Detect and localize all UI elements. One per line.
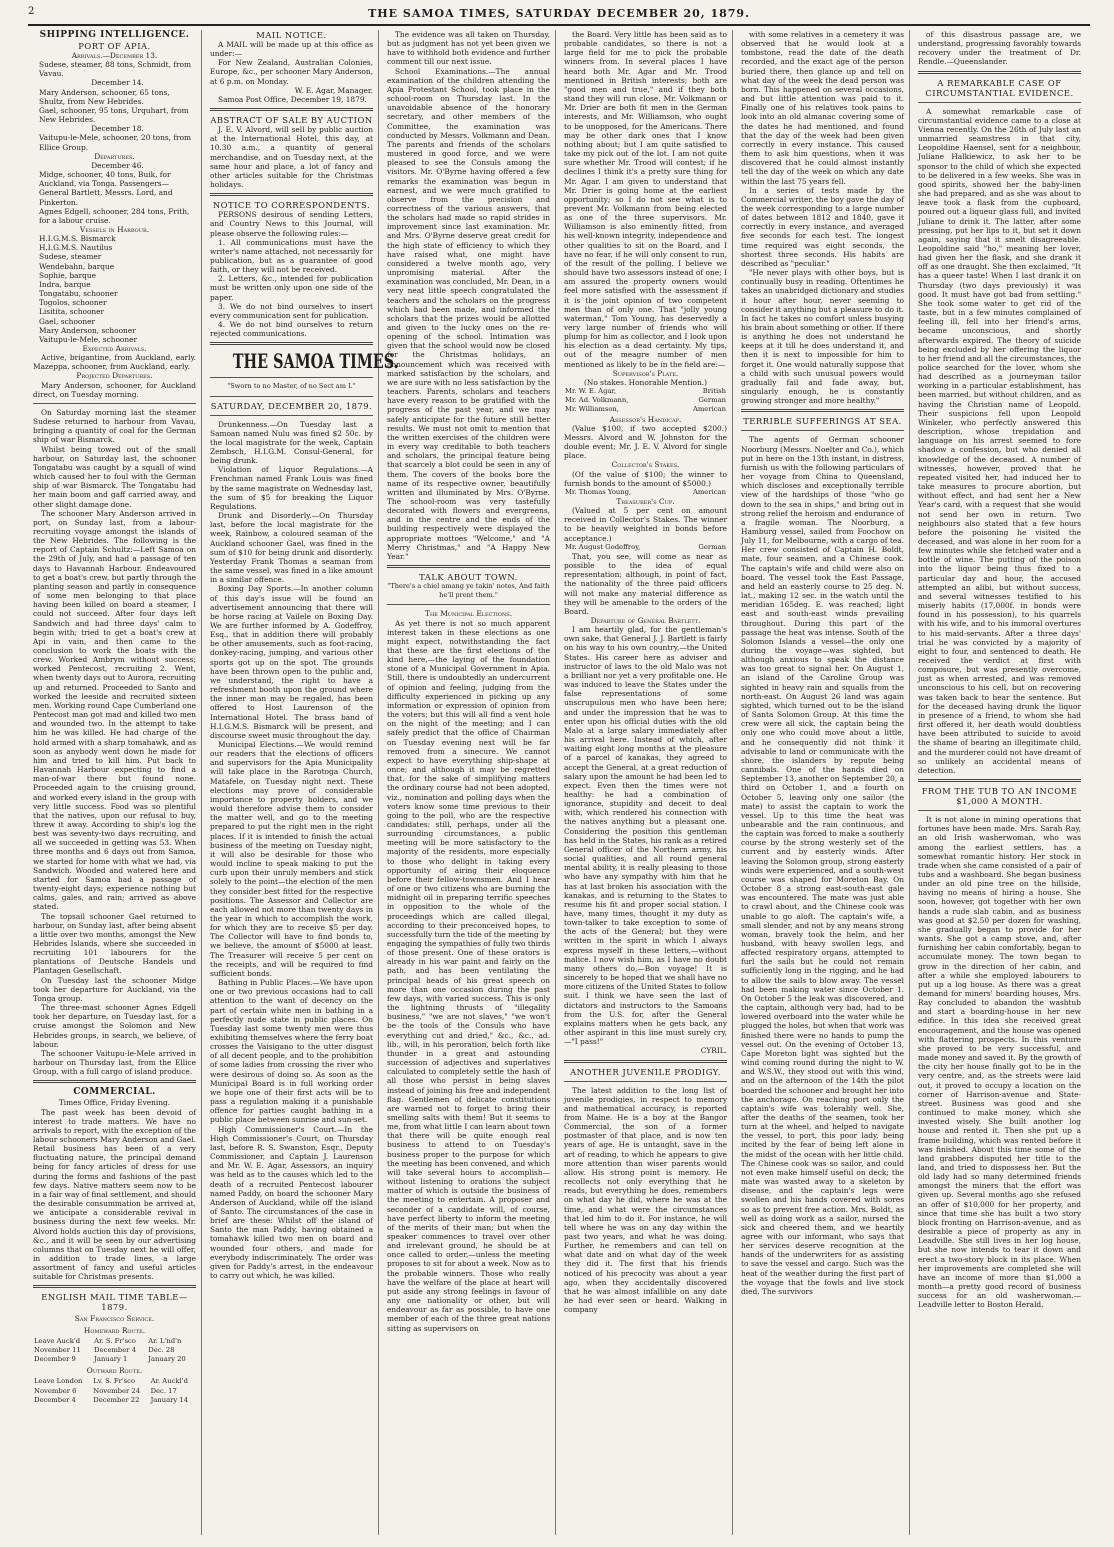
news-paragraph: Municipal Elections.—We would remind our readers that the elections of officers and supervisors for the Apia Municipality will take place in the Rarotoga Church, Matafele, on Tuesday night next. These elections may prove of considerable importance to property holders, and we would therefore advise them to consider the matter well, and go to the meeting prepared to put the right men in the right places. If it is intended to finish the actual business of the meeting on Tuesday night, it will also be desirable for those who would incline to speak making to put the curb upon their unruly members and stick solely to the point—the election of the men they consider best fitted for the respective positions. The Assessor and Collector are each allowed not more than twenty days in the year in which to accomplish the work, for which they are to receive $5 per day. The Collector will have to find bonds to, we believe, the amount of $5000 at least. The Treasurer will receive 5 per cent on the receipts, and will be required to find sufficient bonds.: [210, 740, 373, 978]
news-paragraph: Bathing in Public Places.—We have upon one or two previous occasions had to call attention to the want of decency on the part of certain white men in bathing in a perfectly nude state in public places. On Tuesday last some twenty men were thus exhibiting themselves where the ferry boat crosses the Vaisigano to the utter disgust of all decent people, and to the prohibition of some ladies from crossing the river who were desirous of doing so. As soon as the Municipal Board is in full working order we hope one of their first acts will be to pass a regulation making it a punishable offence for parties caught bathing in a public place between sunrise and sun-set.: [210, 978, 373, 1125]
cup-text: (Valued at 5 per cent on amount received in Collector's Stakes. The winner to be heavily weighted in bonds before acceptance.): [564, 506, 727, 543]
shipping-paragraph: On Saturday morning last the steamer Sudese returned to harbour from Vavau, bringing a quantity of coal for the German ship of war Bismarck.: [33, 407, 196, 445]
list-item: H.I.G.M.S. Bismarck: [39, 234, 116, 244]
talk-paragraph: the Board. Very little has been said as to probable candidates, so there is not a large field for me to pick the probable winners from. In several places I have heard both Mr. Agar and Mr. Trood mentioned in British interests; both are "good men and true," and if they both stand they will run close. Mr. Volkmann or Mr. Drier are both fit men in the German interests, and Mr. Williamson, who ought to be unopposed, for the Americans. There may be other dark ones that I know nothing about; but I am quite satisfied to take my pick out of the lot. I am not quite sure whether Mr. Trood will contest; if he declines I think it's a pretty sure thing for Mr. Agar. I am given to understand that Mr. Drier is going home at the earliest opportunity; so I do not see what is to prevent Mr. Volkmann from being elected as one of the three supervisors. Mr. Williamson is also eminently fitted, from his well-known integrity, independence and other qualities to sit on the Board, and I have no fear, if he will only consent to run, of the result of the polling. I believe we should have two assessors instead of one; I am assured the property owners would feel more satisfied with the assessment if it is the joint opinion of two competent men than of only one. That "jolly young waterman," Tom Young, has deservedly a very large number of friends who will plump for him as collector, and I look upon his election as a dead certainty. My tips, out of the meagre number of men mentioned as likely to be in the field are:—: [564, 30, 727, 369]
divider: [918, 810, 1081, 811]
column-4: [559, 30, 733, 1535]
list-item: Sophie, barque: [39, 270, 96, 280]
news-paragraph: Drunkenness.—On Tuesday last a Samoan named Nulu was fined $2 50c. by the local magistrate for the week, Captain Zembsch, H.I.G.M. Consul-General, for being drunk.: [210, 419, 373, 466]
list-item: Sudese, steamer, 88 tons, Schmidt, from Vavau.: [39, 60, 192, 79]
news-paragraph: Drunk and Disorderly.—On Thursday last, before the local magistrate for the week, Rainbow, a coloured seaman of the Auckland schooner Gael, was fined in the sum of $10 for being drunk and disorderly. Yesterday Frank Thomas a seaman from the same vessel, was fined in a like amount in a similar offence.: [210, 511, 373, 585]
commercial-subtitle: Times Office, Friday Evening.: [58, 1098, 171, 1108]
talk-title: TALK ABOUT TOWN.: [419, 572, 518, 583]
municipal-heading: The Municipal Elections.: [424, 609, 513, 619]
table-row: Leave Auck'd Ar. S. Fr'sco Ar. L'nd'n: [34, 1336, 182, 1345]
column-1: [28, 30, 202, 1535]
table-row: Mr. Williamson, American: [565, 405, 726, 414]
table-row: Leave London Lv. S. Fr'sco Ar. Auckl'd: [34, 1377, 188, 1386]
shipping-paragraph: Whilst being towed out of the small harbour, on Saturday last, the schooner Tongatabu was caught by a squall of wind which caused her to foul with the German ship of war Bismarck. The Tongatabu had her main boom and gaff carried away, and other slight damage done.: [33, 444, 196, 509]
list-item: December 18.: [91, 124, 144, 134]
harbour-heading: Vessels in Harbour.: [79, 224, 150, 234]
column-5: [736, 30, 910, 1535]
divider: [210, 396, 373, 397]
talk-quote: "There's a chiel amang ye takin' notes, And faith he'll prent them.": [387, 582, 550, 600]
column-2: [205, 30, 399, 1535]
table-row: November 11 December 4 Dec. 28: [34, 1345, 175, 1354]
column-3: [382, 30, 556, 1535]
news-paragraph: High Commissioner's Court.—In the High Commissioner's Court, on Thursday last, before R. S. Swanston, Esqr., Deputy Commissioner, and Captain J. Laurenson and Mr. W. E. Agar, Assessors, an inquiry was held as to the causes which led to the death of a recruited Pentecost labourer named Paddy, on board the schooner Mary Anderson of Auckland, while off the island of Santo. The circumstances of the case in brief are these: Whilst off the island of Santo the man Paddy, having obtained a tomahawk killed two men on board and wounded four others, and made for everybody indiscriminately. The order was given for Paddy's arrest, in the endeavour to carry out which, he was killed.: [210, 1124, 373, 1281]
arrivals-heading: Arrivals.—December 13.: [71, 51, 158, 60]
list-item: Vaitupu-le-Mele, schooner: [39, 334, 138, 344]
paper-title: THE SAMOA TIMES.: [232, 349, 399, 374]
news-paragraph: School Examinations.—The annual examination of the children attending the Apia Protestant School, took place in the school-room on Thursday last. In the unavoidable absence of the honorary secretary, and other members of the Committee, the examination was conducted by Messrs. Volkmann and Dean. The parents and friends of the scholars mustered in good force, and we were pleased to see the Consuls among the visitors. Mr. O'Byrne having offered a few remarks the examination was begun in earnest, and we were much gratified to observe from the precision and correctness of the various answers, that the scholars had made so rapid strides in improvement since last examination. Mr. and Mrs. O'Byrne deserve great credit for the high state of efficiency to which they have raised what, one might have considered a twelve month ago, very unpromising material. After the examination was concluded, Mr. Dean, in a very neat little speech congratulated the teachers and the scholars on the progress which had been made, and informed the scholars that the prizes would be allotted and given to the lucky ones on the re-opening of the school. Intimation was given that the school would now be closed for the Christmas holidays, an announcement which was received with marked satisfaction by the scholars, and we are sure with no less satisfaction by the teachers. Parents, scholars and teachers have every reason to be gratified with the progress of the past year, and we may safely anticipate for the future still better results. We must not omit to mention that the written exercises of the children were in every way creditable to both teachers and scholars, the principal feature being that scarcely a blot could be seen in any of them. The covers of the books bore the name of its respective owner, beautifully written and illuminated by Mrs. O'Byrne. The school-room was very tastefully decorated with flowers and evergreens, and in the centre and the ends of the building respectively were displayed the appropriate mottoes "Welcome," and "A Merry Christmas," and "A Happy New Year.": [387, 66, 550, 561]
divider: [33, 1080, 196, 1083]
bartlett-heading: Departure of General Bartlett.: [590, 616, 701, 625]
correspondents-rule: PERSONS desirous of sending Letters, and Country News to this Journal, will please observe the following rules:—: [210, 210, 373, 238]
divider: [387, 565, 550, 568]
divider: [741, 409, 904, 412]
mail-notice-title: MAIL NOTICE.: [256, 30, 327, 40]
abstract-title: ABSTRACT OF SALE BY AUCTION: [210, 115, 373, 126]
expected-text: Active, brigantine, from Auckland, early. Mazeppa, schooner, from Auckland, early.: [33, 353, 196, 372]
divider: [564, 1060, 727, 1063]
divider: [564, 1081, 727, 1082]
list-item: Gael, schooner, 95 tons, Urquhart, from New Hebrides.: [39, 105, 189, 125]
mail-table-title: ENGLISH MAIL TIME TABLE—1879.: [41, 1292, 188, 1313]
divider: [918, 71, 1081, 74]
list-item: H.I.G.M.S. Nautilus: [39, 243, 113, 253]
mail-notice-date: Samoa Post Office, December 19, 1879.: [218, 94, 367, 104]
outward-heading: Outward Route.: [86, 1366, 143, 1376]
list-item: Wendebahn, barque: [39, 261, 115, 271]
homeward-heading: Homeward Route.: [83, 1325, 146, 1335]
divider: [210, 342, 373, 345]
plate-heading: Supervisor's Plate.: [612, 368, 679, 378]
divider: [210, 377, 373, 378]
table-row: Mr. Thomas Young, American: [565, 487, 726, 496]
signature: CYRIL.: [700, 1046, 727, 1056]
issue-date: SATURDAY, DECEMBER 20, 1879.: [210, 400, 373, 411]
paper-motto: "Sworn to no Master, of no Sect am I.": [227, 382, 356, 391]
divider: [918, 779, 1081, 782]
expected-heading: Expected Arrivals.: [82, 344, 147, 353]
departures-heading: Departures.: [94, 151, 135, 161]
shipping-paragraph: The schooner Vaitupu-le-Mele arrived in harbour on Thursday last, from the Ellice Group, with a full cargo of island produce.: [33, 1048, 196, 1077]
list-item: Vaitupu-le-Mele, schooner, 20 tons, from Ellice Group.: [39, 133, 192, 152]
shipping-title: SHIPPING INTELLIGENCE.: [39, 30, 190, 40]
table-row: Mr. Ad. Volkmann, German: [565, 396, 726, 405]
divider: [210, 108, 373, 111]
list-item: Tongatabu, schooner: [39, 289, 118, 299]
harbour-list: [33, 234, 196, 344]
list-item: December 14.: [91, 78, 144, 88]
list-item: Indra, barque: [39, 279, 91, 289]
prodigy-paragraph: "He never plays with other boys, but is continually busy in reading. Oftentimes he takes an unabridged dictionary and studies it hour after hour, never seeming to consider it anything but a pleasure to do it. In fact he takes no comfort unless busying his brain about something or other. If there is anything he does not understand he keeps at it till he does understand it, and then it is next to impossible for him to forget it. One would naturally suppose that a child with such unusual powers would gradually fail and fade away, but, singularly enough, he is constantly growing stronger and more healthy.": [741, 268, 904, 406]
plate-table: [564, 387, 727, 414]
stakes-heading: Collector's Stakes.: [611, 460, 680, 470]
departures-list: [33, 161, 196, 225]
divider: [210, 415, 373, 416]
commercial-paragraph: The past week has been devoid of interest to trade matters. We have no arrivals to report, with the exception of the labour schooners Mary Anderson and Gael. Retail business has been of a very fluctuating nature, the principal demand being for fancy articles of dress for use during the forms and fashions of the past few days. Native matters seem now to be in a fair way of final settlement, and should the desirable consummation be arrived at, we anticipate a considerable revival in business during the next few weeks. Mr. Alvord holds auction this day of provisions, &c., and it will be seen by our advertising columns that on Tuesday next he will offer, in addition to trade lines, a large assortment of fancy and useful articles suitable for Christmas presents.: [33, 1107, 196, 1282]
mail-notice-for: For New Zealand, Australian Colonies, Europe, &c., per schooner Mary Anderson, at 6 p.m. on Monday.: [210, 58, 373, 86]
list-item: December 46.: [91, 160, 144, 170]
talk-paragraph: That, you see, will come as near as possible to the idea of equal representation; although, in point of fact, the nationality of the three paid officers will not make any material difference as they will be amenable to the orders of the Board.: [564, 551, 727, 616]
correspondents-title: NOTICE TO CORRESPONDENTS.: [212, 200, 371, 211]
projected-text: Mary Anderson, schooner, for Auckland direct, on Tuesday morning.: [33, 380, 196, 399]
table-row: December 9 January 1 January 20: [34, 1355, 186, 1364]
correspondents-rule: 1. All communications must have the writer's name attached, not necessarily for publication, but as a guarantee of good faith, or they will not be received.: [210, 237, 373, 275]
arrivals-list: [33, 60, 196, 152]
divider: [387, 604, 550, 605]
talk-paragraph: I am heartily glad, for the gentleman's own sake, that General J. J. Bartlett is fairly on his way to his own country,—the United States. His career here as adviser and instructor of laws to the old Malo was not a brilliant nor yet a very profitable one. He was induced to leave the States under the false representations of some unscrupulous men who have been here; and under the impression that he was to enter upon his official duties with the old Malo at a large salary immediately after his arrival here. Instead of which, after waiting eight long months at the pleasure of a parcel of kanakas, they agreed to accept the General, at a great reduction of salary upon the amount he had been led to expect. Even then the times were not healthy: he had a combination of ignorance, stupidity and deceit to deal with, which rendered his connection with the natives anything but a pleasant one. Considering the position this gentleman has held in the States, his rank as a retired General officer of the Northern army, his social qualities, and all round general mental ability, it is really pleasing to those who have any sympathy with him that he has at last broken his association with the kanakas, and is returning to the States to resume his fit and proper social station. I have, many times, thought it my duty as town-talker to take exception to some of the acts of the General; but they were written in the spirit in which I always express myself in these letters,—without malice. I now wish him, as I have no doubt many others do,—Bon voyage! It is sincerely to be hoped that we shall have no more citizens of the United States to follow suit. I think we have seen the last of dictators and instructors to the Samoans from the U.S. for, after the General explains matters when he gets back, any other aspirant in this line must surely cry,—"I pass!": [564, 625, 727, 1047]
cup-heading: Treasurer's Cup.: [616, 496, 675, 506]
outward-table: [33, 1377, 196, 1404]
list-item: Mary Anderson, schooner: [39, 325, 136, 335]
cup-table: [564, 543, 727, 552]
prodigy-paragraph: The latest addition to the long list of juvenile prodigies, in respect to memory and mathematical accuracy, is reported from Maine. He is a boy at the Bangor Commercial, the son of a former postmaster of that place, and is now ten years of age. He is untaught, save in the art of reading, to which he appears to give more attention than wiser parents would allow. His strong point is memory. He recollects not only everything that he reads, but everything he does, remembers on what day he did, where he was at the time, and what were the circumstances that led him to do it. For instance, he will tell where he was on any day within the past two years, and what he was doing. Further, he remembers and can tell on what date and on what day of the week they did it. The first that his friends noticed of his precocity was about a year ago, when they accidentally discovered that he was almost infallible on any date he had ever seen or heard. Walking in company: [564, 1085, 727, 1315]
page-header: [28, 6, 1090, 26]
abstract-text: J. E. V. Alvord, will sell by public auction at the International Hotel, this day, at 10.30 a.m., a quantity of general merchandise, and on Tuesday next, at the same hour and place, a lot of fancy and other articles suitable for the Christmas holidays.: [210, 125, 373, 190]
remarkable-title: A REMARKABLE CASE OF CIRCUMSTANTIAL EVIDENCE.: [925, 77, 1074, 98]
divider: [33, 1285, 196, 1288]
divider: [210, 193, 373, 196]
divider: [741, 430, 904, 431]
shipping-paragraph: The schooner Mary Anderson arrived in port, on Sunday last, from a labour-recruiting voyage amongst the islands of the New Hebrides. The following is the report of Captain Schultz:—Left Samoa on the 29th of July, and had a passage of ten days to Havannah Harbour. Endeavoured to get a boat's crew, but partly through the planting season and partly in consequence of some men belonging to that place having been killed on board a steamer, I could not succeed. After four days left Sandwich and had three days' calm to begin with; tried to get a boat's crew at Api in vain, and then came to the conclusion to work the boats with the crew. Worked Ambrym without success; worked Pentecost, recruiting 2. Went, when twenty days out to Aurora, recruiting up and returned. Proceeded to Santo and worked the leeside and recruited sixteen men. Working round Cape Cumberland one Pentecost man got mad and killed two men and wounded two. In the attempt to take him he was killed. He had charge of the hold armed with a sharp tomahawk, and as soon as anybody went down he made for him and tried to kill him. Put back to Havannah Harbour expecting to find a man-of-war there but found none. Proceeded again to the cruising ground, and worked every island in the group with very little success. Food was so plentiful that the natives, upon our refusal to buy, threw it away. According to ship's log the best was seventy-two days recruiting, and all we succeeded in getting was 53. When three months and 6 days out from Samoa, we started for home with what we had, via Sandwich. Wooded and watered here and started for Samoa had a passage of twenty-eight days; experience nothing but calms, gales, and rain; arrived as above stated.: [33, 508, 196, 912]
divider: [918, 102, 1081, 103]
sufferings-title: TERRIBLE SUFFERINGS AT SEA.: [743, 416, 902, 427]
handicap-heading: Assessor's Handicap.: [609, 414, 682, 424]
correspondents-rule: 3. We do not bind ourselves to insert every communication sent for publication.: [210, 301, 373, 320]
mail-notice-text: A MAIL will be made up at this office as under:—: [210, 40, 373, 59]
sufferings-paragraph: of this disastrous passage are, we understand, progressing favorably towards recovery under the treatment of Dr. Rendle.—Queenslander.: [918, 30, 1081, 67]
prodigy-paragraph: In a series of tests made by the Commercial writer, the boy gave the day of the week corresponding to a large number of dates between 1812 and 1840, gave it correctly in every instance, and averaged five seconds for each test. The longest time required was eight seconds, the shortest three seconds. His habits are described as "peculiar.": [741, 185, 904, 268]
list-item: Agnes Edgell, schooner, 284 tons, Frith, for a labour cruise.: [39, 206, 190, 225]
table-row: November 6 November 24 Dec. 17: [34, 1386, 177, 1395]
mail-notice-signature: W. E. Agar, Manager.: [294, 85, 373, 95]
news-paragraph: Boxing Day Sports.—In another column of this day's issue will be found an advertisement announcing that there will be horse racing at Vailele on Boxing Day. We are further informed by A. Godeffroy, Esq., that in addition there will probably be other amusements, such as foot-racing, donkey-racing, jumping, and various other sports got up on the spot. The grounds have been thrown open to the public and, we understand, the right to have a refreshment booth upon the ground where the inner man may be regaled, has been offered to Host Laurenson of the International Hotel. The brass band of H.I.G.M.S. Bismarck will be present, and discourse sweet music throughout the day.: [210, 584, 373, 740]
table-row: Mr. August Godeffroy, German: [565, 542, 726, 551]
stakes-table: [564, 488, 727, 497]
list-item: Midge, schooner, 40 tons, Buik, for Auckland, via Tonga. Passengers—General Bartlett, Messrs. Lord, and Pinkerton.: [39, 170, 173, 207]
mail-table-subtitle: San Francisco Service.: [74, 1314, 155, 1324]
table-row: Mr. W. E. Agar, British: [565, 387, 726, 396]
shipping-paragraph: On Tuesday last the schooner Midge took her departure for Auckland, via the Tonga group.: [33, 975, 196, 1003]
commercial-title: COMMERCIAL.: [73, 1087, 156, 1098]
port-title: PORT OF APIA.: [78, 41, 151, 51]
column-6: [913, 30, 1086, 1535]
prodigy-title: ANOTHER JUVENILE PRODIGY.: [570, 1066, 721, 1077]
stakes-text: (Of the value of $100; the winner to furnish bonds to the amount of $5000.): [564, 469, 727, 488]
page-number: 2: [28, 6, 35, 17]
sufferings-paragraph: The agents of German schooner Noorburg (Messrs. Noelter and Co.), which put in here on the 13th instant, in distress, furnish us with the following particulars of her voyage from China to Queensland, which discloses and exceptionally terrible view of the hardships of those "who go down to the sea in ships," and bring out in strong relief the heroism and endurance of a fragile woman. The Noorburg, a Hamburg vessel, sailed from Foochow on July 11, for Melbourne, with a cargo of tea. Her crew consisted of Captain H. Boldt, mate, four seamen, and a Chinese cook. The captain's wife and child were also on board. The vessel took the East Passage, and held an easterly course to 25 deg. N. lat., making 12 sec. in the watch until the meridian 165deg. E. was reached; light east and south-east winds prevailing throughout. During this part of the passage the heat was intense. South of the Solomon Islands a vessel—the only one during the voyage—was sighted, but although anxious to speak the distance was too great to signal her. On August 1, an island of the Caroline Group was sighted in heavy rain and squalls from the north-east. On August 26 land was again sighted, which turned out to be the island of Santa Solomon Group. At this time the crew were all sick, the captain being the only one who could move about a little, and he consequently did not think it advisable to land or communicate with the shore, the islanders by repute being cannibals. One of the hands died on September 13, another on September 20, a third on October 1, and a fourth on October 5, leaving only one sailor (the mate) to assist the captain to work the vessel. Up to this time the heat was unbearable and the rain continuous, and the captain was forced to make a southerly course by the strong westerly set of the current and by easterly winds. After leaving the Solomon group, strong easterly winds were experienced, and a south-west course was shaped for Moreton Bay. On October 8 a strong east-south-east gale was encountered. The mate was just able to crawl about, and the Chinese cook was unable to go aloft. The captain's wife, a small slender, and not by any means strong woman, bravely took the helm, and her husband, with heavy swollen legs, and affected respiratory organs, attempted to furl the sails but he could not remain sufficiently long in the rigging, and he had to allow the sails to blow away. The vessel had been making water since October 1. On October 5 the leak was discovered, and the captain, although very bad, had to be lowered overboard into the water while he plugged the holes, but when that work was finished there were no hands to pump the vessel out. On the evening of October 13, Cape Moreton light was sighted but the wind coming round during the night to W. and W.S.W., they stood out with this wind, and on the afternoon of the 14th the pilot boarded the schooner and brought her into the anchorage. On reaching port only the captain's wife was tolerably well. She, after the deaths of the seamen, took her turn at the wheel, and helped to navigate the vessel, to port, this poor lady, being incited by the fear of being left alone in the midst of the ocean with her little child. The Chinese cook was so sailor, and could not even make himself useful on deck; the mate was wasted away to a skeleton by disease, and the captain's legs were swollen and his hands covered with sores so as to prevent free action. Mrs. Boldt, as well as doing work as a sailor, nursed the sick and cheered them, and we heartily agree with our informant, who says that her services deserve recognition at the hands of the underwriters for as assisting to save the vessel and cargo. Such was the heat of the weather during the first part of the voyage that the fowls and live stock died. The survivors: [741, 435, 904, 1296]
remarkable-paragraph: A somewhat remarkable case of circumstantial evidence came to a close at Vienna recently. On the 26th of July last an unmarried seamstress in that city, Leopoldine Haensel, sent for a neighbour, Juliane Halkiewicz, to ask her to be sponsor to the child of which she expected to be delivered in a few weeks. She was in good spirits, showed her the baby-linen she had prepared, and as she was about to leave took a flask from the cupboard, poured out a liqueur glass full, and invited Juliane to drink it. The latter, after some pressing, put her lips to it, but set it down again, saying that it smelt disagreeable. Leopoldine said "ho," meaning her lover, had given her the flask, and she drank it off as one draught. She then exclaimed, "It has a queer taste! When I last drank it on Thursday (two days previously) it was good. It must have got bad from settling." She took some water to get rid of the taste, but in a few minutes complained of feeling ill, fell into her friend's arms, became unconscious, and shortly afterwards expired. The theory of suicide being excluded by her offering the liquor to her friend and all the circumstances, the police searched for the lover, whom she had described as a journeyman tailor working in a particular establishment, has been married, but without children, and as having the Christian name of Leopold. Their suspicions fell upon Leopold Winkeler, who perfectly answered this description, whose trepidation and language on his arrest seemed to fore shadow a confession, but who denied all knowledge of the deceased. A number of witnesses, however, proved that he repeated visited her, had induced her to take measures to procure abortion, but without effect, and had sent her a New Year's card, with a request that she would not send her own in return. Two neighbours also stated that a few hours before the poisoning he visited the deceased, and was alone in her room for a few minutes while she fetched water and a bottle of wine. The putting of the poison into the liquor being thus fixed to a particular day and hour, the accused attempted an alibi, but without success, and several witnesses testified to his miserly habits (17,000f. in bonds were found in his possession), to his quarrels with his wife, and to his immoral overtures to his maid-servants. After a three days' trial he was convicted by a majority of eight to four, and sentenced to death. He received the verdict at first with composure, but was presently overcome, just as when arrested, and was removed unconscious to his cell, but on recovering was taken back to hear the sentence. But for the deceased having drunk the liquor in presence of a friend, to whom she had first offered it, her death would doubtless have been attributed to suicide to avoid the shame of bearing an illegitimate child, and the murderer could not have dreamt of so unlikely an accidental means of detection.: [918, 106, 1081, 775]
list-item: Lisitita, schooner: [39, 307, 105, 317]
news-paragraph: Violation of Liquor Regulations.—A Frenchman named Frank Louis was fined by the same magistrate on Wednesday last, the sum of $5 for breaking the Liquor Regulations.: [210, 465, 373, 511]
list-item: Mary Anderson, schooner, 65 tons, Shultz, from New Hebrides.: [39, 87, 170, 106]
correspondents-rule: 2. Letters, &c., intended for publication must be written only upon one side of the paper.: [210, 274, 373, 302]
homeward-table: [33, 1337, 196, 1364]
shipping-paragraph: The topsail schooner Gael returned to harbour, on Sunday last, after being absent a little over two months, amongst the New Hebrides Islands, where she succeeded in recruiting 101 labourers for the plantations of Deutsche Handels und Plantagen Gesellschaft.: [33, 911, 196, 976]
income-title: FROM THE TUB TO AN INCOME $1,000 A MONTH.: [921, 786, 1078, 807]
prodigy-paragraph: with some relatives in a cemetery it was observed that he would look at a tombstone, read the date of the death recorded, and the exact age of the person buried there, then glance up and tell on what day of the week the dead person was born. This happened on several occasions, and but little attention was paid to it. Finally one of his relatives took pains to look into an old almanac covering some of the dates he had mentioned, and found that the day of the week had been given correctly in every instance. This caused them to ask him questions, when it was discovered that he could almost instantly tell the day of the week on which any date within the last 75 years fell.: [741, 30, 904, 186]
list-item: Togolos, schooner: [39, 298, 107, 308]
talk-paragraph: As yet there is not so much apparent interest taken in these elections as one might expect, notwithstanding the fact that these are the first elections of the kind here,—the laying of the foundation stone of a Municipal Government in Apia. Still, there is undoubtedly an undercurrent of opinion and feeling, judging from the difficulty experienced in picking up any information or expression of opinion from the voters; but this will all find a vent hole on the night of the meeting; and I can safely predict that the office of Chairman on Tuesday evening next will be far removed from a sinecure. We cannot expect to have everything ship-shape at once; and although it may be regretted that, for the sake of simplifying matters the ordinary course had not been adopted, viz., nomination and polling days when the voters know some time previous to their going to the poll, who are the respective candidates: still, perhaps, under all the surrounding circumstances, a public meeting will be more satisfactory to the majority of the residents, more especially to those who delight in taking every opportunity of airing their eloquence before their fellow-townsmen. And I hear of one or two citizens who are burning the midnight oil in preparing terrific speeches in opposition to the whole of the proceedings which are called illegal, according to their preconceived hopes, to successfully turn the tide of the meeting by engaging the sympathies of fully two thirds of those present. One of these orators is already in his war paint and fairly on the path, and has been ventilating the principal heads of his great speech on more than one occasion during the past few days, with varied success. This is only the lightning thrusts of "illegality business," "we are not slaves," "we won't be the tools of the Consuls who have everything cut and dried," &c., &c., ad. lib., will, in his peroration, belch forth like thunder in a great and astounding succession of adjectives and superlatives calculated to completely settle the hash of all those who persist in being slaves instead of joining his free and independent flag. Gentlemen of delicate constitutions are warned not to forget to bring their smelling salts with them! But it seems to me, from what little I can learn about town that there will be quite enough real business to attend to on Tuesday's business proper to the purpose for which the meeting has been convened, and which will take several hours to accomplish—without listening to orations the subject matter of which is outside the business of the meeting to entertain. A proposer and seconder of a candidate will, of course, have perfect liberty to inform the meeting of the merits of their man; but when the speaker commences to travel over other and irrelevant ground, he should be at once called to order,—unless the meeting proposes to sit for about a week. Now as to the probable winners. Those who really have the welfare of the place at heart will put aside any strong feelings in favour of any one nationality or other, but will endeavour as far as possible, to have one member of each of the three great nations sitting as supervisors on: [387, 618, 550, 1333]
news-paragraph: The evidence was all taken on Thursday, but as judgment has not yet been given we have to withhold both evidence and further comment till our next issue.: [387, 30, 550, 67]
income-paragraph: It is not alone in mining operations that fortunes have been made. Mrs. Sarah Ray, an old Irish washerwoman, who was among the earliest settlers, has a somewhat romantic history. Her stock in trade when she came consisted of a pair of tubs and a washboard. She began business under an old pine tree on the hillside, having no means of hiring a house. She soon, however, got together with her own hands a rude slab cabin, and as business was good at $2.50 per dozen for washing, she gradually began to provide for her wants. She got a camp stove, and, after furnishing her cabin comfortably, began to accumulate money. The town began to grow in the direction of her cabin, and after a while she employed labourers to put up a log house. As there was a great demand for miners' boarding houses, Mrs. Ray concluded to abandon the washtub and start a boarding-house in her new edifice. In this idea she received great encouragement, and the house was opened with flattering prospects. In this venture she proved to be very successful, and made money and saved it. By the growth of the city her house finally got to be in the very centre, and, as the streets were laid out, it proved to occupy a location on the corner of Harrison-avenue and State-street. Business was good and she continued to make money, which she invested wisely. She built another log house and rented it. Then she put up a frame building, which was rented before it was finished. About this time some of the land grabbers disputed her title to the land, and tried to dispossess her. But the old lady had so many determined friends amongst the miners that the effort was given up. Several months ago she refused an offer of $10,000 for her property, and since that time she has built a two story block fronting on Harrison-avenue, and as desirable a piece of property as any in Leadville. She still lives in her log house, but she now intends to tear it down and erect a two-story block in its place. When her improvements are completed she will have an income of more than $1,000 a month—a pretty good record of business success for an old washerwoman.—Leadville letter to Boston Herald.: [918, 815, 1081, 1310]
handicap-text: (Value $100, if two accepted $200.) Messrs. Alvord and W. Johnston for the double event; Mr. J. E. V. Alvord for single place.: [564, 423, 727, 461]
plate-subheading: (No stakes. Honorable Mention.): [584, 377, 707, 387]
correspondents-rule: 4. We do not bind ourselves to return rejected communications.: [210, 320, 373, 339]
masthead: THE SAMOA TIMES, SATURDAY DECEMBER 20, 1879.: [368, 7, 750, 20]
table-row: December 4 December 22 January 14: [34, 1395, 189, 1404]
list-item: Sudese, steamer: [39, 252, 102, 262]
divider: [33, 403, 196, 404]
shipping-paragraph: The three-mast schooner Agnes Edgell took her departure, on Tuesday last, for a cruise amongst the Solomon and New Hebrides groups, in search, we believe, of labour.: [33, 1003, 196, 1049]
projected-heading: Projected Departures.: [76, 371, 153, 381]
list-item: Gael, schooner: [39, 316, 96, 326]
